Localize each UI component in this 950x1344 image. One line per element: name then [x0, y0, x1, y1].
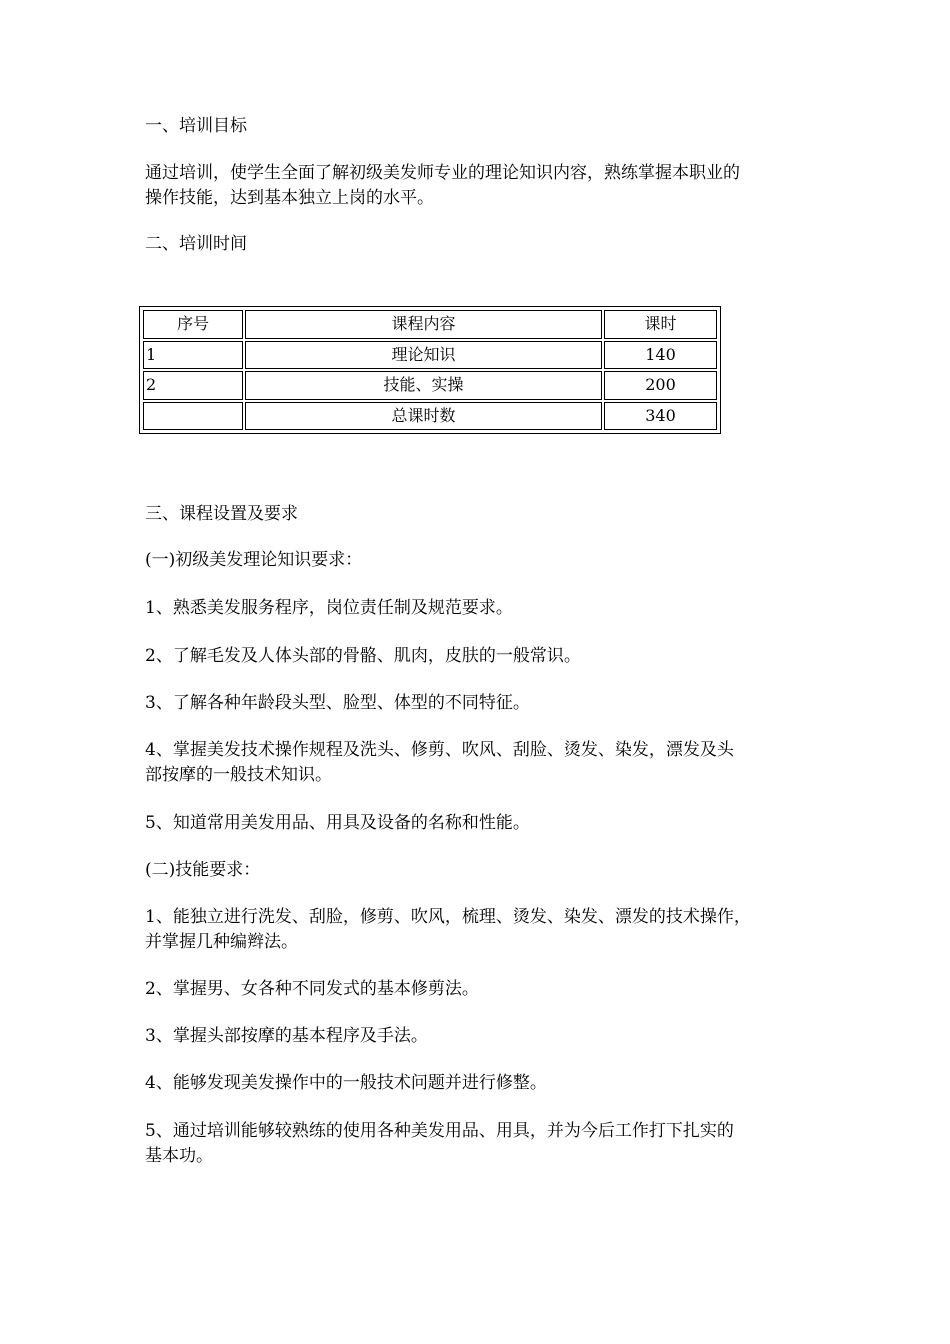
theory-heading: (一)初级美发理论知识要求： — [145, 550, 363, 570]
section1-body-line1: 通过培训，使学生全面了解初级美发师专业的理论知识内容，熟练掌握本职业的 — [145, 163, 740, 183]
section1-heading: 一、培训目标 — [145, 116, 247, 136]
theory-item-3: 3、了解各种年龄段头型、脸型、体型的不同特征。 — [145, 693, 530, 713]
skills-item-3: 3、掌握头部按摩的基本程序及手法。 — [145, 1026, 428, 1046]
theory-item-5: 5、知道常用美发用品、用具及设备的名称和性能。 — [145, 813, 530, 833]
theory-item-4-line1: 4、掌握美发技术操作规程及洗头、修剪、吹风、刮脸、烫发、染发，漂发及头 — [145, 740, 734, 760]
skills-heading: (二)技能要求： — [145, 860, 261, 880]
skills-item-5-line2: 基本功。 — [145, 1146, 213, 1166]
table-cell: 1 — [143, 341, 243, 370]
theory-item-1: 1、熟悉美发服务程序，岗位责任制及规范要求。 — [145, 598, 513, 618]
skills-item-1-line1: 1、能独立进行洗发、刮脸，修剪、吹风，梳理、烫发、染发、漂发的技术操作， — [145, 907, 751, 927]
table-cell: 140 — [604, 341, 717, 370]
skills-item-4: 4、能够发现美发操作中的一般技术问题并进行修整。 — [145, 1073, 547, 1093]
table-cell: 理论知识 — [245, 341, 602, 370]
table-row — [143, 341, 717, 370]
table-row — [143, 371, 717, 400]
table-cell: 2 — [143, 371, 243, 400]
table-cell: 技能、实操 — [245, 371, 602, 400]
skills-item-1-line2: 并掌握几种编辫法。 — [145, 932, 298, 952]
table-header-cell: 课程内容 — [245, 310, 602, 339]
table-header-row — [143, 310, 717, 339]
skills-item-2: 2、掌握男、女各种不同发式的基本修剪法。 — [145, 979, 479, 999]
section2-heading: 二、培训时间 — [145, 234, 247, 254]
table-header-cell: 课时 — [604, 310, 717, 339]
table-cell: 200 — [604, 371, 717, 400]
table-cell — [143, 402, 243, 431]
theory-item-4-line2: 部按摩的一般技术知识。 — [145, 765, 332, 785]
theory-item-2: 2、了解毛发及人体头部的骨骼、肌肉，皮肤的一般常识。 — [145, 646, 581, 666]
training-hours-table — [139, 306, 721, 434]
table-row — [143, 402, 717, 431]
section1-body-line2: 操作技能，达到基本独立上岗的水平。 — [145, 188, 434, 208]
table-cell: 340 — [604, 402, 717, 431]
table-header-cell: 序号 — [143, 310, 243, 339]
table-cell: 总课时数 — [245, 402, 602, 431]
section3-heading: 三、课程设置及要求 — [145, 504, 298, 524]
skills-item-5-line1: 5、通过培训能够较熟练的使用各种美发用品、用具，并为今后工作打下扎实的 — [145, 1121, 734, 1141]
